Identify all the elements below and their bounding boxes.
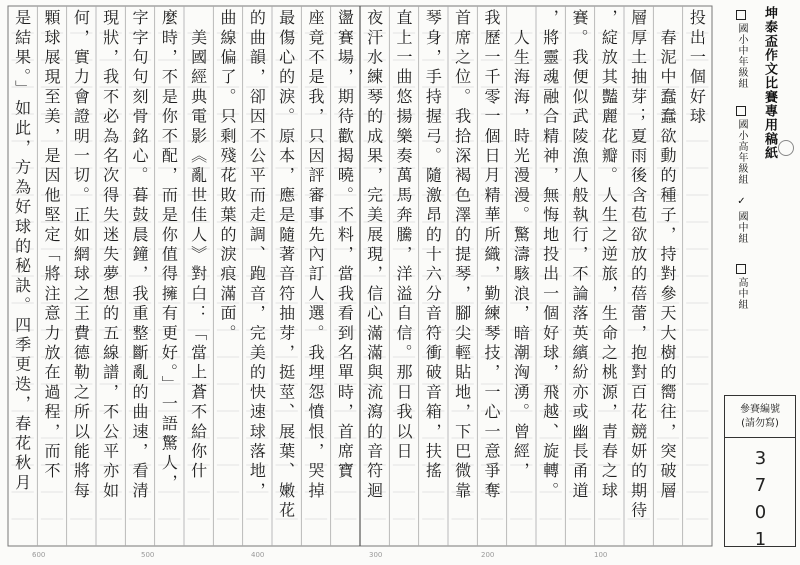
essay-column: 麼時，不是你不配，而是你值得擁有更好。」一語驚人， [159, 9, 179, 494]
essay-column: 是結果。」如此，方為好球的秘訣。四季更迭，春花秋月 [12, 9, 32, 494]
essay-column: 層厚土抽芽；夏雨後含苞欲放的蓓蕾，抱對百花競妍的期待 [628, 9, 648, 522]
essay-column: 人生海海，時光漫漫。驚濤駭浪，暗潮洶湧。曾經， [511, 9, 531, 482]
essay-column: 何，實力會證明一切。正如網球之王費德勒之所以能將每 [71, 9, 91, 502]
essay-column: 座竟不是我，只因評審事先內訂人選。我埋怨憤恨，哭掉 [306, 9, 325, 502]
essay-column: 最傷心的淚。原本，應是隨著音符抽芽，挺莖、展葉、嫩花 [276, 9, 296, 522]
essay-column: ，綻放其豔麗花瓣。人生之逆旅，生命之桃源，青春之球 [599, 9, 619, 502]
form-title: 坤泰盃作文比賽專用稿紙 [762, 6, 777, 160]
essay-column: 賽。我便似武陵漁人般執行，不論落英繽紛亦或幽長甬道 [570, 9, 589, 502]
checkbox-icon[interactable] [736, 106, 746, 116]
entry-number: 3701 [750, 448, 771, 556]
essay-column: 顆球展現至美，是因他堅定「將注意力放在過程，而不 [42, 9, 61, 482]
essay-column: 的曲韻，卻因不公平而走調、跑音，完美的快速球落地， [247, 9, 267, 502]
char-count-100: 100 [594, 551, 608, 559]
char-count-500: 500 [141, 551, 155, 559]
category-elementary-middle[interactable]: 國小中年級組 [734, 10, 749, 89]
essay-column: 直上一曲悠揚樂奏萬馬奔騰，洋溢自信。那日我以日 [394, 9, 413, 463]
essay-title-column: 投出一個好球 [687, 9, 707, 128]
essay-column: 美國經典電影《亂世佳人》對白：「當上蒼不給你什 [188, 9, 208, 482]
essay-column: 首席之位。我拾深褐色澤的提琴，腳尖輕貼地，下巴微靠 [452, 9, 472, 502]
char-count-200: 200 [481, 551, 495, 559]
checkbox-icon[interactable] [736, 10, 746, 20]
essay-column: ，將靈魂融合精神，無悔地投出一個好球，飛越、旋轉。 [540, 9, 560, 502]
essay-column: 曲線偏了。只剩殘花敗葉的淚痕滿面。 [218, 9, 237, 344]
essay-column: 盪賽場，期待歡揭曉。不料，當我看到名單時，首席寶 [335, 9, 355, 482]
essay-column: 現狀，我不必為名次得失迷失夢想的五線譜，不公平亦如 [100, 9, 120, 502]
category-elementary-upper[interactable]: 國小高年級組 [734, 106, 749, 185]
essay-column: 字字句句刻骨銘心。暮鼓晨鐘，我重整斷亂的曲速，看清 [130, 9, 149, 502]
category-junior-high[interactable]: ✓國中組 [736, 196, 747, 244]
essay-column: 夜汗水練琴的成果，完美展現，信心滿滿與流瀉的音符迴 [364, 9, 384, 502]
category-senior-high[interactable]: 高中組 [734, 264, 749, 310]
char-count-300: 300 [369, 551, 383, 559]
essay-column: 我歷一千零一個日月精華所織，勤練琴技，一心一意爭奪 [482, 9, 501, 502]
essay-column: 春泥中蠢蠢欲動的種子，持對參天大樹的嚮往，突破層 [658, 9, 677, 502]
entry-number-label: 參賽編號 (請勿寫) [724, 395, 796, 438]
char-count-600: 600 [32, 551, 46, 559]
checkbox-icon[interactable] [736, 264, 746, 274]
hole-punch-mark [778, 140, 794, 156]
char-count-400: 400 [251, 551, 265, 559]
check-mark-icon: ✓ [736, 196, 747, 208]
essay-column: 琴身，手持握弓。隨激昂的十六分音符衝破音箱，扶搖 [423, 9, 443, 482]
